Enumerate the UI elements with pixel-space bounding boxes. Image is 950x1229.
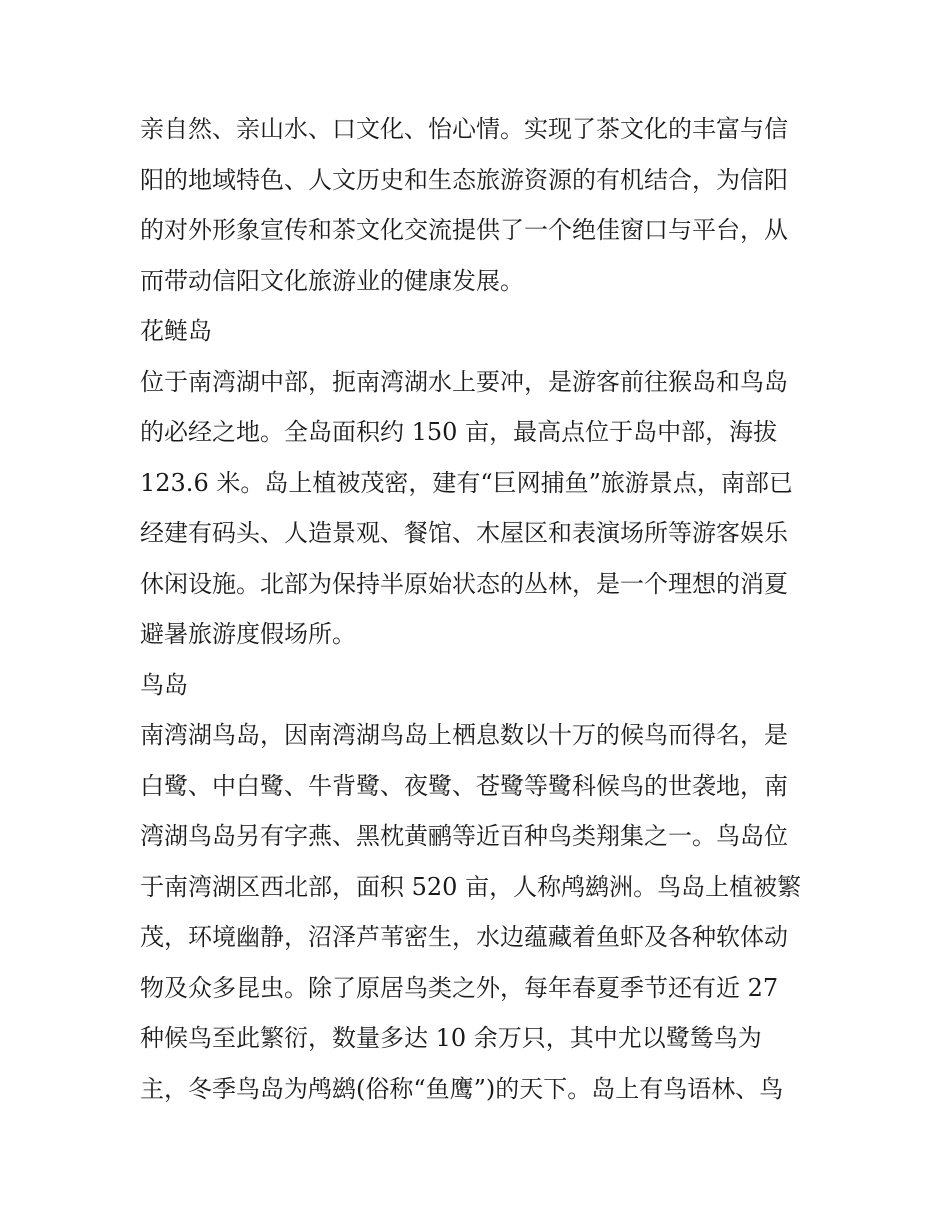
section-heading-bird-island: 鸟岛: [140, 670, 188, 699]
text-line: 位于南湾湖中部，扼南湾湖水上要冲，是游客前往猴岛和鸟岛: [140, 367, 788, 396]
text-line: 物及众多昆虫。除了原居鸟类之外，每年春夏季节还有近 27: [140, 973, 779, 1002]
text-line: 的必经之地。全岛面积约 150 亩，最高点位于岛中部，海拔: [140, 418, 778, 446]
text-line: 经建有码头、人造景观、餐馆、木屋区和表演场所等游客娱乐: [140, 519, 788, 547]
text-line: 种候鸟至此繁衍，数量多达 10 余万只，其中尤以鹭鸶鸟为: [140, 1024, 762, 1052]
section-heading-huanlian-island: 花鲢岛: [140, 317, 212, 345]
text-line: 主，冬季鸟岛为鸬鹚(俗称“鱼鹰”)的天下。岛上有鸟语林、鸟: [140, 1074, 784, 1103]
text-line: 休闲设施。北部为保持半原始状态的丛林，是一个理想的消夏: [140, 569, 788, 598]
text-line: 而带动信阳文化旅游业的健康发展。: [140, 266, 524, 295]
text-line: 湾湖鸟岛另有字燕、黑枕黄鹂等近百种鸟类翔集之一。鸟岛位: [140, 822, 788, 850]
text-line: 的对外形象宣传和茶文化交流提供了一个绝佳窗口与平台，从: [140, 216, 788, 244]
text-line: 白鹭、中白鹭、牛背鹭、夜鹭、苍鹭等鹭科候鸟的世袭地，南: [140, 771, 788, 800]
text-line: 南湾湖鸟岛，因南湾湖鸟岛上栖息数以十万的候鸟而得名，是: [140, 721, 788, 749]
document-body: [140, 104, 820, 1114]
text-line: 阳的地域特色、人文历史和生态旅游资源的有机结合，为信阳: [140, 165, 788, 194]
text-line: 茂，环境幽静，沼泽芦苇密生，水边蕴藏着鱼虾及各种软体动: [140, 923, 788, 951]
text-line: 于南湾湖区西北部，面积 520 亩，人称鸬鹚洲。鸟岛上植被繁: [140, 872, 802, 901]
text-line: 亲自然、亲山水、口文化、怡心情。实现了茶文化的丰富与信: [140, 115, 788, 143]
text-line: 避暑旅游度假场所。: [140, 620, 356, 648]
text-line: 123.6 米。岛上植被茂密，建有“巨网捕鱼”旅游景点，南部已: [140, 468, 793, 497]
